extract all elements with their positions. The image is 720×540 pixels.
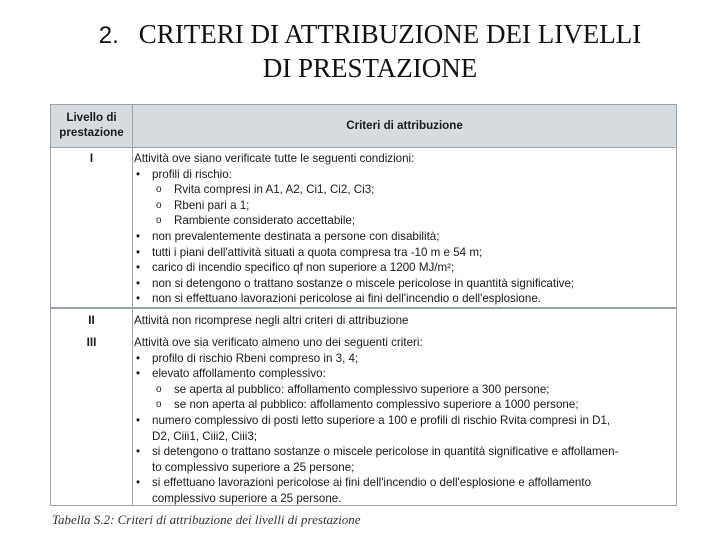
criteria-line: • si detengono o trattano sostanze o miscele pericolose in quantità significative e affollamen- (134, 444, 670, 460)
level-cell: I (89, 152, 94, 165)
header-level: Livello di prestazione (59, 111, 124, 139)
row-separator (51, 307, 676, 309)
table-header (51, 105, 676, 148)
criteria-line: o Rambiente considerato accettabile; (134, 213, 670, 229)
criteria-line: Attività ove siano verificate tutte le seguenti condizioni: (134, 152, 415, 165)
criteria-line: • si effettuano lavorazioni pericolose ai fini dell'incendio o dell'esplosione e affollamento (134, 475, 670, 491)
criteria-line: • non si effettuano lavorazioni pericolose ai fini dell'incendio o dell'esplosione. (134, 291, 670, 307)
criteria-line: o se non aperta al pubblico: affollamento complessivo superiore a 1000 persone; (134, 397, 670, 413)
criteria-line: • non si detengono o trattano sostanze o miscele pericolose in quantità significative; (134, 276, 670, 292)
criteria-cell (134, 151, 670, 307)
criteria-line: • profilo di rischio Rbeni compreso in 3, 4; (134, 351, 670, 367)
criteria-line: • tutti i piani dell'attività situati a quota compresa tra -10 m e 54 m; (134, 245, 670, 261)
column-divider (132, 147, 133, 505)
level-cell: II (88, 314, 95, 327)
criteria-table (50, 104, 677, 506)
criteria-line: to complessivo superiore a 25 persone; (152, 460, 355, 474)
criteria-cell (134, 335, 670, 506)
slide-title (40, 18, 700, 84)
criteria-line: • carico di incendio specifico qf non superiore a 1200 MJ/m²; (134, 260, 670, 276)
criteria-line: Attività ove sia verificato almeno uno dei seguenti criteri: (134, 336, 423, 349)
criteria-line: o se aperta al pubblico: affollamento complessivo superiore a 300 persone; (134, 382, 670, 398)
criteria-line: • numero complessivo di posti letto superiore a 100 e profili di rischio Rvita compresi in D1, (134, 413, 670, 429)
criteria-line: • non prevalentemente destinata a persone con disabilità; (134, 229, 670, 245)
title-line-1: CRITERI DI ATTRIBUZIONE DEI LIVELLI (138, 19, 642, 49)
criteria-line: o Rvita compresi in A1, A2, Ci1, Ci2, Ci3; (134, 182, 670, 198)
criteria-line: o Rbeni pari a 1; (134, 198, 670, 214)
criteria-line: complessivo superiore a 25 persone. (152, 491, 342, 505)
title-number: 2. (98, 22, 119, 49)
criteria-line: • profili di rischio: (134, 167, 670, 183)
criteria-cell (134, 313, 670, 329)
table-caption: Tabella S.2: Criteri di attribuzione dei livelli di prestazione (52, 512, 361, 527)
level-cell: III (86, 336, 97, 349)
criteria-line: D2, Ciii1, Ciii2, Ciii3; (152, 429, 258, 443)
criteria-line: • elevato affollamento complessivo: (134, 366, 670, 382)
header-criteria: Criteri di attribuzione (132, 105, 676, 147)
criteria-line: Attività non ricomprese negli altri criteri di attribuzione (134, 314, 409, 327)
title-line-2: DI PRESTAZIONE (262, 53, 478, 83)
